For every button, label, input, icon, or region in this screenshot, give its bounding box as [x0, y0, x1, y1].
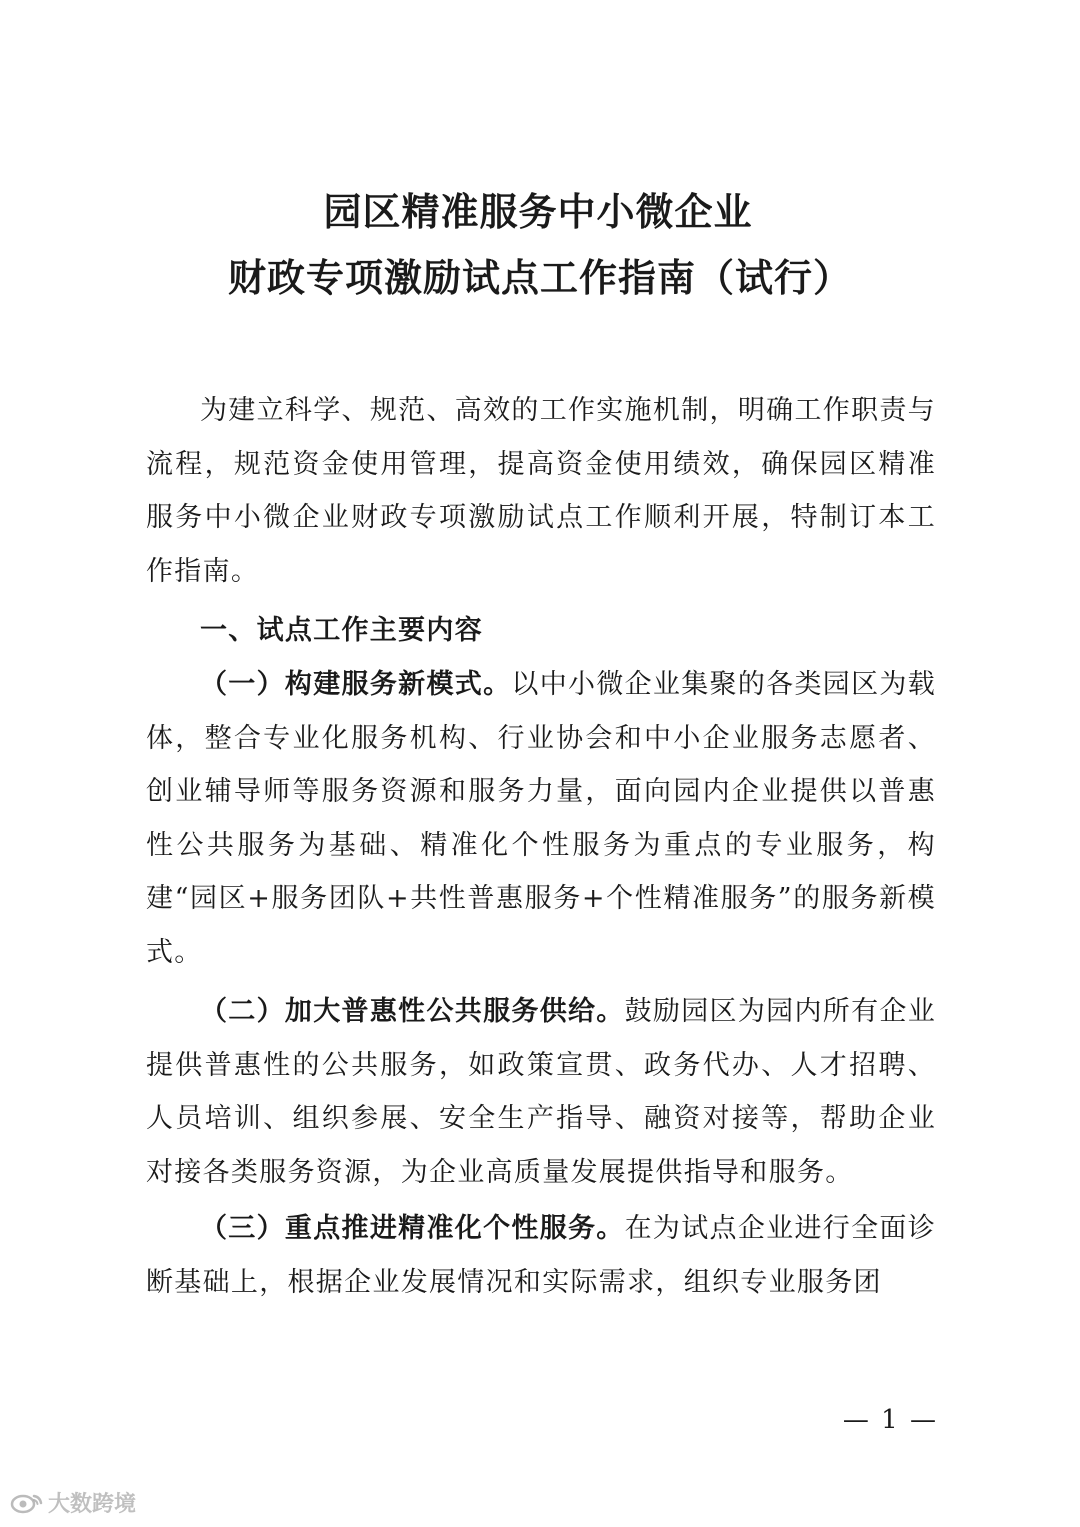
item-1-lead: （一）构建服务新模式。 [200, 669, 512, 700]
item-2-lead: （二）加大普惠性公共服务供给。 [200, 996, 625, 1027]
item-2-body: 鼓励园区为园内所有企业提供普惠性的公共服务，如政策宣贯、政务代办、人才招聘、人员培训、组织参展、安全生产指导、融资对接等，帮助企业对接各类服务资源，为企业高质量发展提供指导和服务。 [146, 996, 936, 1188]
item-3-body: 在为试点企业进行全面诊断基础上，根据企业发展情况和实际需求，组织专业服务团 [146, 1213, 936, 1298]
watermark-text: 大数跨境 [48, 1492, 137, 1517]
intro-paragraph: 为建立科学、规范、高效的工作实施机制，明确工作职责与流程，规范资金使用管理，提高资金使用绩效，确保园区精准服务中小微企业财政专项激励试点工作顺利开展，特制订本工作指南。 [146, 395, 936, 587]
watermark [10, 1487, 136, 1518]
item-1-paragraph [146, 658, 936, 980]
item-1-body: 以中小微企业集聚的各类园区为载体，整合专业化服务机构、行业协会和中小企业服务志愿者、创业辅导师等服务资源和服务力量，面向园内企业提供以普惠性公共服务为基础、精准化个性服务为重点的专业服务，构建“园区+服务团队+共性普惠服务+个性精准服务”的服务新模式。 [146, 669, 936, 968]
item-3-lead: （三）重点推进精准化个性服务。 [200, 1213, 625, 1244]
item-2-paragraph [146, 985, 936, 1199]
section-1-heading: 一、试点工作主要内容 [200, 615, 483, 646]
page-number: — 1 — [842, 1405, 938, 1435]
item-3-paragraph [146, 1202, 936, 1309]
document-title-line-1: 园区精准服务中小微企业 [323, 190, 753, 234]
document-title-line-2: 财政专项激励试点工作指南（试行） [227, 256, 852, 300]
weibo-eye-icon [10, 1492, 44, 1514]
